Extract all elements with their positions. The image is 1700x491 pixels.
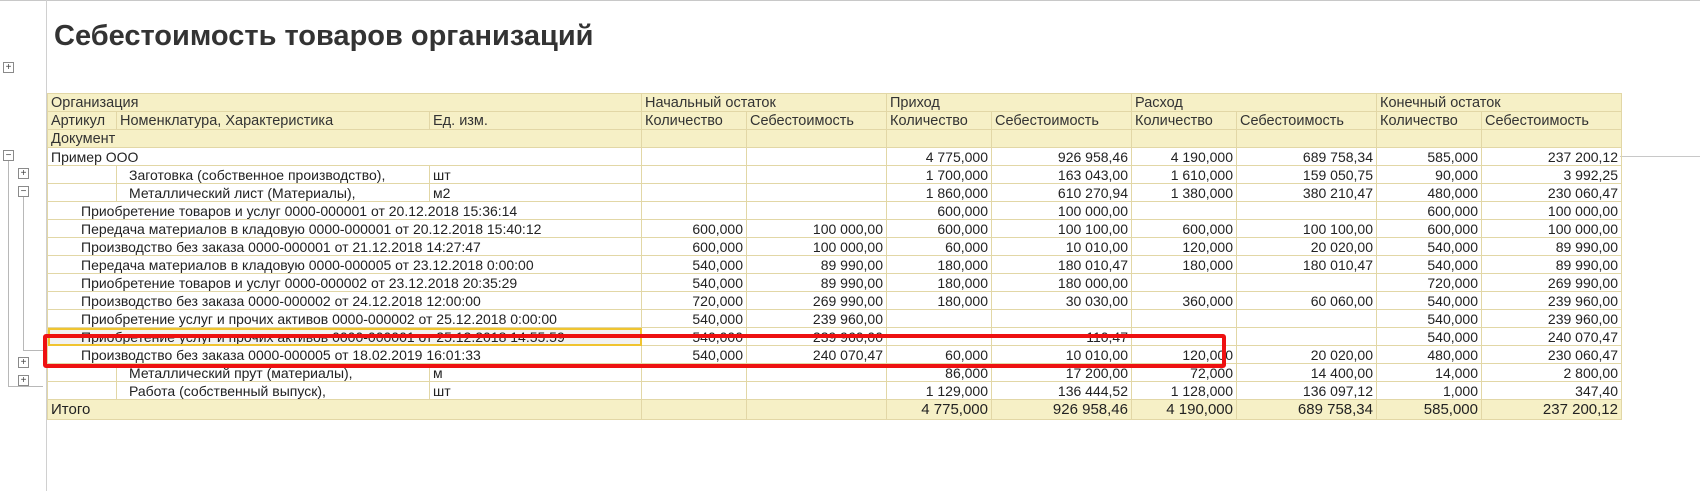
total-row [48,400,1622,420]
expand-item-4-icon[interactable]: + [18,375,29,386]
row-name[interactable]: Заготовка (собственное производство), [117,166,430,184]
row-value[interactable]: 540,000 [642,256,747,274]
row-unit[interactable]: м [430,364,642,382]
row-name[interactable]: Работа (собственный выпуск), [117,382,430,400]
row-unit[interactable]: м2 [430,184,642,202]
row-value[interactable]: 239 960,00 [747,328,887,346]
row-value[interactable] [747,202,887,220]
expand-header-icon[interactable]: + [3,62,14,73]
row-value[interactable]: 480,000 [1377,346,1482,364]
row-value[interactable]: 689 758,34 [1237,148,1377,166]
row-value[interactable]: 20 020,00 [1237,346,1377,364]
row-value[interactable]: 120,000 [1132,346,1237,364]
row-value[interactable]: 480,000 [1377,184,1482,202]
row-value[interactable]: 10 010,00 [992,346,1132,364]
row-document[interactable]: Приобретение товаров и услуг 0000-000002 от 23.12.2018 20:35:29 [48,274,642,292]
row-value[interactable]: 269 990,00 [1482,274,1622,292]
row-value[interactable]: 72,000 [1132,364,1237,382]
header-organization: Организация [48,94,642,112]
row-value[interactable] [642,184,747,202]
total-label: Итого [48,400,642,420]
total-value: 585,000 [1377,400,1482,420]
row-value[interactable]: 30 030,00 [992,292,1132,310]
row-value[interactable]: 540,000 [642,310,747,328]
row-value[interactable]: 180 010,47 [992,256,1132,274]
row-value[interactable]: 60,000 [887,346,992,364]
table-row[interactable] [48,238,1622,256]
row-value[interactable]: 60,000 [887,238,992,256]
header-qty: Количество [887,112,992,130]
row-value[interactable]: 4 775,000 [887,148,992,166]
row-value[interactable]: 600,000 [1377,220,1482,238]
row-value[interactable]: 600,000 [887,202,992,220]
total-value: 237 200,12 [1482,400,1622,420]
row-value[interactable]: 600,000 [887,220,992,238]
header-qty: Количество [1132,112,1237,130]
row-value[interactable]: 136 444,52 [992,382,1132,400]
table-row[interactable] [48,148,1622,166]
row-value[interactable]: 240 070,47 [747,346,887,364]
row-article[interactable] [48,166,117,184]
row-value[interactable]: 610 270,94 [992,184,1132,202]
total-value [747,400,887,420]
header-cost: Себестоимость [1237,112,1377,130]
row-document[interactable]: Приобретение услуг и прочих активов 0000-000002 от 25.12.2018 0:00:00 [48,310,642,328]
total-value: 926 958,46 [992,400,1132,420]
table-row[interactable] [48,166,1622,184]
row-value[interactable]: 100 000,00 [747,220,887,238]
row-value[interactable]: 136 097,12 [1237,382,1377,400]
table-row[interactable] [48,328,1622,346]
row-value[interactable]: 1 700,000 [887,166,992,184]
row-value[interactable]: 89 990,00 [747,256,887,274]
header-row-3 [48,130,1622,148]
row-value[interactable]: 720,000 [642,292,747,310]
header-income: Приход [887,94,1132,112]
right-border-line [1620,156,1700,157]
row-value[interactable]: 600,000 [1132,220,1237,238]
row-value[interactable]: 240 070,47 [1482,328,1622,346]
header-unit: Ед. изм. [430,112,642,130]
row-value[interactable]: 180,000 [887,292,992,310]
row-value[interactable]: 180 010,47 [1237,256,1377,274]
row-value[interactable]: 720,000 [1377,274,1482,292]
row-value[interactable]: 600,000 [642,220,747,238]
row-value[interactable]: 17 200,00 [992,364,1132,382]
row-value[interactable]: 120,000 [1132,238,1237,256]
row-value[interactable]: 3 992,25 [1482,166,1622,184]
row-value[interactable] [1237,310,1377,328]
row-value[interactable] [1132,310,1237,328]
report-table [47,93,1622,420]
row-value[interactable] [747,148,887,166]
header-row-1 [48,94,1622,112]
row-value[interactable]: 10 010,00 [992,238,1132,256]
row-value[interactable] [642,166,747,184]
table-row[interactable] [48,274,1622,292]
row-value[interactable] [642,364,747,382]
header-nomenclature: Номенклатура, Характеристика [117,112,430,130]
row-value[interactable]: 163 043,00 [992,166,1132,184]
row-value[interactable] [642,382,747,400]
row-value[interactable]: 180 000,00 [992,274,1132,292]
row-value[interactable]: 230 060,47 [1482,184,1622,202]
row-value[interactable]: 86,000 [887,364,992,382]
row-value[interactable] [747,184,887,202]
tree-line [8,386,43,387]
row-value[interactable]: 100 000,00 [992,202,1132,220]
header-closing-balance: Конечный остаток [1377,94,1622,112]
row-article[interactable] [48,184,117,202]
row-value[interactable]: 237 200,12 [1482,148,1622,166]
row-value[interactable]: 360,000 [1132,292,1237,310]
row-value[interactable]: 14 400,00 [1237,364,1377,382]
table-row[interactable] [48,292,1622,310]
row-value[interactable] [1132,202,1237,220]
table-row[interactable] [48,202,1622,220]
row-value[interactable]: 1 129,000 [887,382,992,400]
total-value: 689 758,34 [1237,400,1377,420]
expand-item-1-icon[interactable]: + [18,168,29,179]
row-value[interactable]: 239 960,00 [1482,292,1622,310]
row-value[interactable]: 90,000 [1377,166,1482,184]
row-value[interactable]: 100 000,00 [747,238,887,256]
row-value[interactable]: 540,000 [642,346,747,364]
collapse-item-2-icon[interactable]: − [18,186,29,197]
table-row[interactable] [48,382,1622,400]
table-row[interactable] [48,220,1622,238]
row-value[interactable]: 540,000 [1377,256,1482,274]
top-border [0,0,1700,1]
row-value[interactable]: 180,000 [887,274,992,292]
row-value[interactable]: 926 958,46 [992,148,1132,166]
tree-line [8,161,9,386]
row-value[interactable]: 180,000 [1132,256,1237,274]
header-cost: Себестоимость [1482,112,1622,130]
header-expense: Расход [1132,94,1377,112]
row-value[interactable]: 230 060,47 [1482,346,1622,364]
row-value[interactable]: 1 610,000 [1132,166,1237,184]
table-row[interactable] [48,184,1622,202]
row-value[interactable]: 600,000 [1377,202,1482,220]
row-value[interactable]: 14,000 [1377,364,1482,382]
header-document: Документ [48,130,642,148]
row-value[interactable]: 1 128,000 [1132,382,1237,400]
row-value[interactable]: 269 990,00 [747,292,887,310]
row-value[interactable]: 540,000 [1377,310,1482,328]
row-document[interactable]: Приобретение товаров и услуг 0000-000001 от 20.12.2018 15:36:14 [48,202,642,220]
row-value[interactable] [747,382,887,400]
row-value[interactable] [992,310,1132,328]
row-name[interactable]: Металлический прут (материалы), [117,364,430,382]
row-document[interactable]: Передача материалов в кладовую 0000-000001 от 20.12.2018 15:40:12 [48,220,642,238]
row-document[interactable]: Производство без заказа 0000-000005 от 18.02.2019 16:01:33 [48,346,642,364]
header-row-2 [48,112,1622,130]
row-unit[interactable]: шт [430,382,642,400]
table-row[interactable] [48,346,1622,364]
expand-item-3-icon[interactable]: + [18,357,29,368]
row-value[interactable]: 89 990,00 [1482,238,1622,256]
row-value[interactable] [1237,328,1377,346]
row-value[interactable] [1132,328,1237,346]
row-value[interactable]: 100 100,00 [1237,220,1377,238]
row-value[interactable]: 380 210,47 [1237,184,1377,202]
row-value[interactable]: 89 990,00 [1482,256,1622,274]
row-unit[interactable]: шт [430,166,642,184]
row-value[interactable] [1237,202,1377,220]
header-article: Артикул [48,112,117,130]
header-cost: Себестоимость [747,112,887,130]
row-value[interactable]: 585,000 [1377,148,1482,166]
row-value[interactable]: 540,000 [1377,328,1482,346]
table-row[interactable] [48,364,1622,382]
row-name[interactable]: Пример ООО [48,148,642,166]
header-opening-balance: Начальный остаток [642,94,887,112]
row-article[interactable] [48,382,117,400]
row-value[interactable]: 100 000,00 [1482,220,1622,238]
row-value[interactable]: 180,000 [887,256,992,274]
row-article[interactable] [48,364,117,382]
row-value[interactable]: 159 050,75 [1237,166,1377,184]
row-value[interactable]: 540,000 [642,328,747,346]
row-document[interactable]: Приобретение услуг и прочих активов 0000-000001 от 25.12.2018 14:55:59 [48,328,642,346]
row-name[interactable]: Металлический лист (Материалы), [117,184,430,202]
row-value[interactable] [1237,274,1377,292]
total-value: 4 775,000 [887,400,992,420]
row-document[interactable]: Передача материалов в кладовую 0000-000005 от 23.12.2018 0:00:00 [48,256,642,274]
table-row[interactable] [48,256,1622,274]
row-value[interactable]: 89 990,00 [747,274,887,292]
tree-line [23,197,24,350]
total-value: 4 190,000 [1132,400,1237,420]
table-row[interactable] [48,310,1622,328]
row-value[interactable]: 239 960,00 [1482,310,1622,328]
row-value[interactable] [887,310,992,328]
collapse-org-icon[interactable]: − [3,150,14,161]
row-value[interactable]: 20 020,00 [1237,238,1377,256]
row-value[interactable]: 347,40 [1482,382,1622,400]
row-value[interactable]: 239 960,00 [747,310,887,328]
row-value[interactable] [1132,274,1237,292]
row-value[interactable]: 4 190,000 [1132,148,1237,166]
header-qty: Количество [1377,112,1482,130]
total-value [642,400,747,420]
row-value[interactable]: 540,000 [1377,292,1482,310]
row-value[interactable] [642,202,747,220]
row-value[interactable]: 540,000 [1377,238,1482,256]
tree-line [23,350,43,351]
row-value[interactable]: 100 100,00 [992,220,1132,238]
header-cost: Себестоимость [992,112,1132,130]
row-value[interactable]: 540,000 [642,274,747,292]
row-document[interactable]: Производство без заказа 0000-000001 от 21.12.2018 14:27:47 [48,238,642,256]
header-qty: Количество [642,112,747,130]
row-value[interactable]: 110,47 [992,328,1132,346]
row-value[interactable]: 2 800,00 [1482,364,1622,382]
row-value[interactable]: 60 060,00 [1237,292,1377,310]
row-value[interactable] [642,148,747,166]
row-value[interactable]: 1,000 [1377,382,1482,400]
row-value[interactable] [747,364,887,382]
row-value[interactable]: 600,000 [642,238,747,256]
row-value[interactable] [887,328,992,346]
row-value[interactable]: 1 380,000 [1132,184,1237,202]
row-value[interactable] [747,166,887,184]
row-value[interactable]: 100 000,00 [1482,202,1622,220]
row-value[interactable]: 1 860,000 [887,184,992,202]
report-title: Себестоимость товаров организаций [54,20,594,52]
row-document[interactable]: Производство без заказа 0000-000002 от 24.12.2018 12:00:00 [48,292,642,310]
